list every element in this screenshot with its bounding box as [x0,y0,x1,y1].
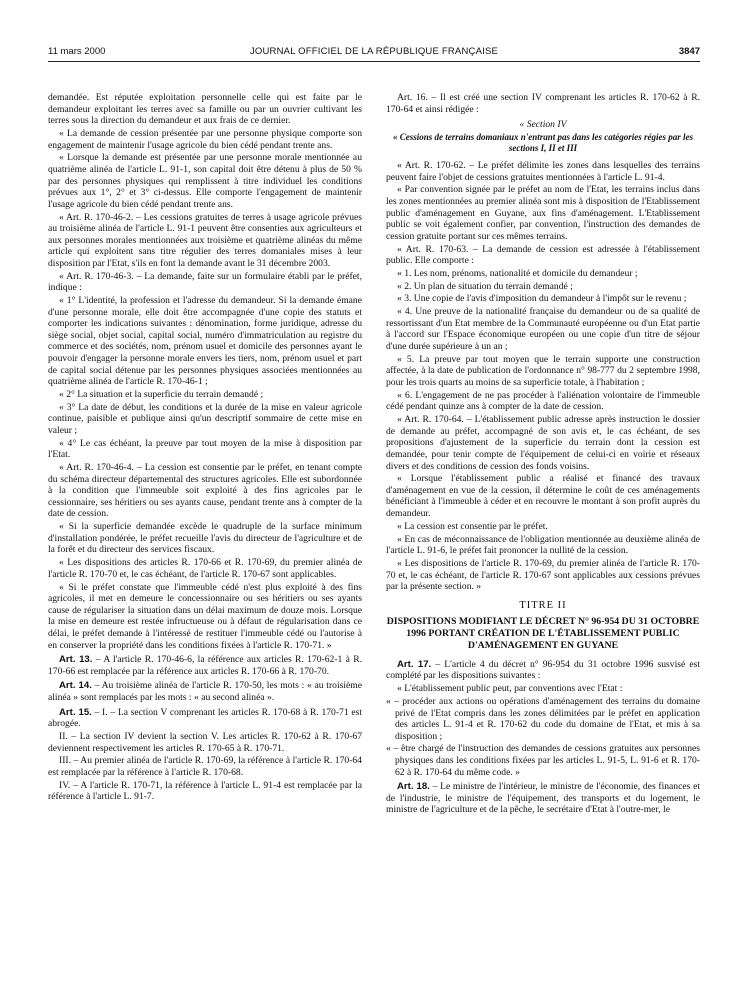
paragraph: « 4. Une preuve de la nationalité française du demandeur ou de sa qualité de ressortissant d'un Etat membre de la Communauté européenne ou d'un Etat partie à l'accord sur l'Espace économique européen ou une copie d'un titre de séjour d'une durée supérieure à un an ; [386,306,700,352]
header-rule [48,61,700,62]
paragraph: « Les dispositions de l'article R. 170-69, du premier alinéa de l'article R. 170-70 et, le cas échéant, de l'article R. 170-67 sont applicables aux cessions prévues par la présente section. » [386,558,700,593]
paragraph: IV. – A l'article R. 170-71, la référence à l'article L. 91-4 est remplacée par la référence à l'article L. 91-7. [48,779,362,803]
article-15: Art. 15. – I. – La section V comprenant les articles R. 170-68 à R. 170-71 est abrogée. [48,706,362,730]
paragraph: « 3° La date de début, les conditions et la durée de la mise en valeur agricole continue, paisible et publique ainsi qu'un descriptif sommaire de cette mise en valeur ; [48,401,362,436]
paragraph: « Lorsque la demande est présentée par une personne morale mentionnée au quatrième alinéa de l'article L. 91-1, son capital doit être détenu à plus de 50 % par des personnes physiques qui remplissent à titre individuel les conditions prévues aux 1°, 2° et 3° ci-dessus. Elle comporte l'engagement de maintenir l'usage agricole du bien cédé pendant trente ans. [48,152,362,210]
right-column [386,92,700,817]
article-paragraph: « Art. R. 170-63. – La demande de cession est adressée à l'établissement public. Elle comporte : [386,243,700,267]
article-paragraph: « Art. R. 170-62. – Le préfet délimite les zones dans lesquelles des terrains peuvent faire l'objet de cessions gratuites mentionnées à l'article L. 91-4. [386,159,700,183]
title-heading: TITRE II [519,599,567,611]
paragraph: « La cession est consentie par le préfet. [397,520,548,532]
article-16: Art. 16. – Il est créé une section IV comprenant les articles R. 170-62 à R. 170-64 et ainsi rédigée : [386,92,700,115]
paragraph: « 3. Une copie de l'avis d'imposition du demandeur à l'impôt sur le revenu ; [397,293,687,305]
list-item: « – être chargé de l'instruction des demandes de cessions gratuites aux personnes physiques dans les conditions fixées par les articles L. 91-5, L. 91-6 et R. 170-62 à R. 170-64 du même code. » [386,743,700,778]
paragraph: « Lorsque l'établissement public a réalisé et financé des travaux d'aménagement en vue de la cession, il détermine le coût de ces aménagements bénéficiant à l'immeuble à céder et en recouvre le montant à son profit auprès du demandeur. [386,473,700,520]
article-paragraph: « Art. R. 170-64. – L'établissement public adresse après instruction le dossier de demande au préfet, accompagné de son avis et, le cas échéant, de ses propositions d'ajustement de la superficie du terrain dont la cession est demandée, pour tenir compte de l'équipement de celui-ci en voirie et réseaux divers et des conditions de cession des fonds voisins. [386,414,700,472]
section-subheading: « Cessions de terrains domaniaux n'entrant pas dans les catégories régies par les sections I, II et III [392,131,694,153]
paragraph: II. – La section IV devient la section V. Les articles R. 170-62 à R. 170-67 deviennent respectivement les articles R. 170-65 à R. 170-71. [48,730,362,754]
page-number: 3847 [678,46,700,57]
paragraph: « Par convention signée par le préfet au nom de l'Etat, les terrains inclus dans les zones mentionnées au premier alinéa sont mis à disposition de l'Etablissement public d'aménagement en Guyane, aux fins d'aménagement. L'Etablissement public se voit également confier, par convention, l'instruction des demandes de cession gratuite portant sur ces mêmes terrains. [386,184,700,242]
article-13: Art. 13. – A l'article R. 170-46-6, la référence aux articles R. 170-62-1 à R. 170-66 est remplacée par la référence aux articles R. 170-66 à R. 170-70. [48,654,362,677]
paragraph: « En cas de méconnaissance de l'obligation mentionnée au deuxième alinéa de l'article L. 91-6, le préfet fait prononcer la nullité de la cession. [386,533,700,557]
article-paragraph: « Art. R. 170-46-2. – Les cessions gratuites de terres à usage agricole prévues au troisième alinéa de l'article L. 91-1 peuvent être consenties aux agriculteurs et aux personnes morales mentionnées aux troisième et quatrième alinéas du même article qui exploitent sans titre régulier des terres domaniales mises à leur disposition par l'Etat, s'ils en font la demande avant le 31 décembre 2003. [48,211,362,269]
article-18: Art. 18. – Le ministre de l'intérieur, le ministre de l'économie, des finances et de l'industrie, le ministre de l'équipement, des transports et du logement, le ministre de l'agriculture et de la pêche, le secrétaire d'Etat à l'outre-mer, le [386,781,701,816]
paragraph: « 5. La preuve par tout moyen que le terrain supporte une construction affectée, à la date de publication de l'ordonnance n° 98-777 du 2 septembre 1998, pour les trois quarts au moins de sa superficie totale, à l'habitation ; [386,353,700,388]
title-subheading: DISPOSITIONS MODIFIANT LE DÉCRET N° 96-954 DU 31 OCTOBRE 1996 PORTANT CRÉATION DE L'ÉTABLISSEMENT PUBLIC D'AMÉNAGEMENT EN GUYANE [386,616,700,651]
issue-date: 11 mars 2000 [48,46,106,57]
paragraph: « 4° Le cas échéant, la preuve par tout moyen de la mise à disposition par l'Etat. [48,437,362,461]
article-17: Art. 17. – L'article 4 du décret n° 96-954 du 31 octobre 1996 susvisé est complété par les dispositions suivantes : [386,658,700,682]
article-number: Art. 17. [397,658,432,670]
paragraph: « Les dispositions des articles R. 170-66 et R. 170-69, du premier alinéa de l'article R. 170-70 et, le cas échéant, de l'article R. 170-67 sont applicables. [48,557,362,580]
article-paragraph: « Art. R. 170-46-4. – La cession est consentie par le préfet, en tenant compte du schéma directeur départemental des structures agricoles. Elle est subordonnée à la condition que l'immeuble soit exploité à des fins agricoles par le cessionnaire, ses héritiers ou ses ayants cause, pendant trente ans à compter de la date de cession. [48,462,362,520]
paragraph: « 6. L'engagement de ne pas procéder à l'aliénation volontaire de l'immeuble cédé pendant quinze ans à compter de la date de cession. [386,389,700,413]
paragraph: III. – Au premier alinéa de l'article R. 170-69, la référence à l'article R. 170-64 est remplacée par la référence à l'article R. 170-68. [48,755,362,778]
paragraph: « Si la superficie demandée excède le quadruple de la surface minimum d'installation pondérée, le préfet recueille l'avis du directeur de l'agriculture et de la forêt et du directeur des services fiscaux. [48,521,362,556]
list-item: « – procéder aux actions ou opérations d'aménagement des terrains du domaine privé de l'Etat compris dans les zones délimitées par le préfet en application des articles L. 91-4 et R. 170-62 du code du domaine de l'Etat, et mis à sa disposition ; [386,695,700,742]
left-column [48,92,362,804]
article-number: Art. 15. [59,706,92,718]
page-header [48,46,700,60]
paragraph: « 2. Un plan de situation du terrain demandé ; [397,280,573,292]
paragraph: « 1° L'identité, la profession et l'adresse du demandeur. Si la demande émane d'une personne morale, elle doit être accompagnée d'une copie des statuts et comporter les indications suivantes : dénomination, forme juridique, adresse du siège social, objet social, capital social, numéro d'immatriculation au registre du commerce et des sociétés, nom, prénom usuel et domicile des personnes ayant le pouvoir d'engager la personne morale envers les tiers, nom, prénom usuel et part de capital social détenue par les personnes physiques associées mentionnées au quatrième alinéa de l'article R. 170-46-1 ; [48,295,362,388]
paragraph: « Si le préfet constate que l'immeuble cédé n'est plus exploité à des fins agricoles, il met en demeure le concessionnaire ou ses héritiers ou ses ayants cause de régulariser la situation dans un délai maximum de douze mois. Lorsque la mise en demeure est restée infructueuse ou à défaut de régularisation dans ce délai, le préfet demande à l'intéressé de restituer l'immeuble cédé ou l'autorise à en conserver la propriété dans les conditions fixées à l'article R. 170-71. » [48,581,362,651]
paragraph: « 2° La situation et la superficie du terrain demandé ; [59,388,264,400]
paragraph: « L'établissement public peut, par conventions avec l'Etat : [397,683,623,695]
paragraph: demandée. Est réputée exploitation personnelle celle qui est faite par le demandeur exploitant les terres avec sa famille ou par un ouvrier cultivant les terres sous la direction du demandeur et aux frais de ce dernier. [48,92,362,127]
article-number: Art. 14. [59,680,92,692]
paragraph: « La demande de cession présentée par une personne physique comporte son engagement de maintenir l'usage agricole du bien cédé pendant trente ans. [48,127,362,151]
article-number: Art. 18. [397,781,430,793]
section-heading: « Section IV [519,119,567,131]
journal-title: JOURNAL OFFICIEL DE LA RÉPUBLIQUE FRANÇAISE [249,46,499,57]
article-14: Art. 14. – Au troisième alinéa de l'article R. 170-50, les mots : « au troisième alinéa » sont remplacés par les mots : « au second alinéa ». [48,680,362,703]
article-number: Art. 13. [59,654,93,666]
article-paragraph: « Art. R. 170-46-3. – La demande, faite sur un formulaire établi par le préfet, indique : [48,270,362,294]
paragraph: « 1. Les nom, prénoms, nationalité et domicile du demandeur ; [397,267,638,279]
